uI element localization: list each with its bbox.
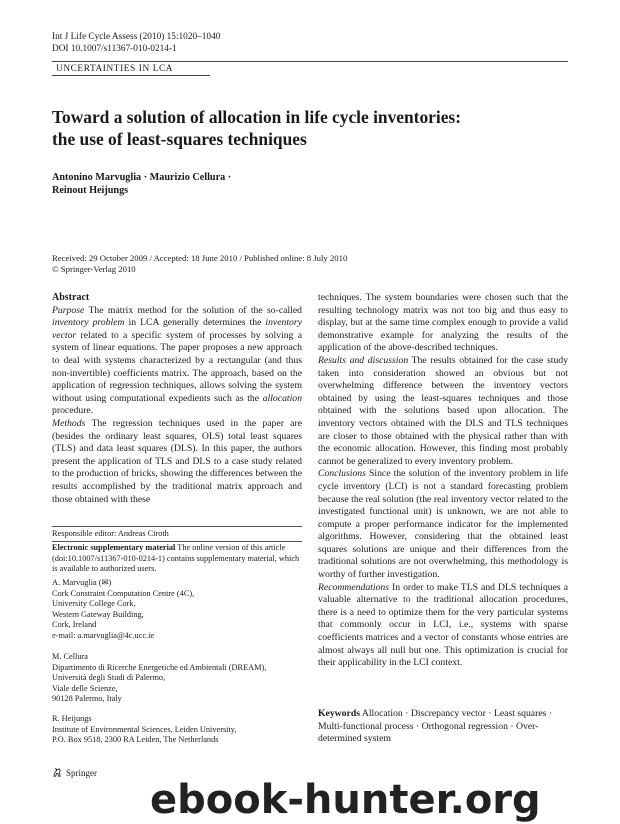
- affil-line: 90128 Palermo, Italy: [52, 694, 122, 704]
- title-line-1: Toward a solution of allocation in life cycle inventories:: [52, 107, 461, 127]
- recommendations-label: Recommendations: [318, 581, 390, 593]
- affil-line: Western Gateway Building,: [52, 609, 144, 619]
- affil-line: University College Cork,: [52, 599, 136, 609]
- affil-line: M. Cellura: [52, 652, 88, 661]
- abstract-methods: [52, 418, 302, 506]
- affil-line: Cork Constraint Computation Centre (4C),: [52, 588, 195, 598]
- affil-line: Cork, Ireland: [52, 620, 97, 630]
- article-title: [52, 106, 572, 150]
- purpose-text-2: in LCA generally determines the: [124, 317, 266, 329]
- email-link[interactable]: e-mail: a.marvuglia@4c.ucc.ie: [52, 630, 155, 640]
- affil-line: P.O. Box 9518, 2300 RA Leiden, The Netherlands: [52, 735, 219, 745]
- journal-citation: Int J Life Cycle Assess (2010) 15:1020–1040: [52, 32, 221, 42]
- recommendations-text: In order to make TLS and DLS techniques a valuable alternative to the traditional allocation procedures, there is a need to optimize them for the very particular systems that commonly occur in LCI, i.e., systems with sparse coefficients matrices and a vector of constants whose entries are almost always all null but one. This optimization is crucial for their applicability in the LCI context.: [318, 581, 568, 669]
- purpose-label: Purpose: [52, 304, 85, 316]
- editor-rule: [52, 541, 302, 542]
- purpose-text-3: related to a specific system of processes by solving a system of linear equations. The paper proposes a new approach to deal with systems characterized by a rectangular (and thus non-invertible) coefficients matrix. The approach, based on the application of regression techniques, allows solving the system without using computational expedients such as the: [52, 329, 302, 404]
- affiliation-marvuglia: [52, 578, 302, 642]
- copyright-line: © Springer-Verlag 2010: [52, 264, 136, 274]
- abstract-purpose: [52, 305, 302, 418]
- publisher-logo: [52, 767, 97, 778]
- esm-text: The online version of this article (doi:10.1007/s11367-010-0214-1) contains supplementary material, which is available to authorized users.: [52, 543, 300, 574]
- responsible-editor: Responsible editor: Andreas Ciroth: [52, 529, 169, 538]
- springer-horse-icon: [52, 767, 63, 778]
- footnote-rule: [52, 526, 302, 527]
- purpose-italic-2: inventory vector: [52, 317, 302, 341]
- purpose-text-1: The matrix method for the solution of the so-called: [84, 304, 302, 316]
- affil-line: Dipartimento di Ricerche Energetiche ed Ambientali (DREAM),: [52, 662, 267, 672]
- section-tag: UNCERTAINTIES IN LCA: [52, 62, 210, 76]
- purpose-italic-3: allocation: [262, 392, 302, 404]
- authors-line-1: Antonino Marvuglia · Maurizio Cellura ·: [52, 172, 232, 183]
- abstract-recommendations: [318, 582, 568, 670]
- keywords-label: Keywords: [318, 708, 360, 719]
- conclusions-text: Since the solution of the inventory problem in life cycle inventory (LCI) is not a standard forecasting problem because the real solution (the real inventory vector related to the investigated functional unit) is unknown, we are not able to compute a proper performance indicator for the implemented algorithms. However, considering that the obtained least squares solutions are unique and their differences from the traditional solutions are not overwhelming, this methodology is worthy of further investigation.: [318, 468, 568, 581]
- authors-line-2: Reinout Heijungs: [52, 185, 129, 196]
- keywords-text: Allocation · Discrepancy vector · Least squares · Multi-functional process · Orthogonal regression · Over-determined system: [318, 708, 553, 745]
- esm-label: Electronic supplementary material: [52, 543, 176, 552]
- author-list: [52, 171, 231, 197]
- results-text: The results obtained for the case study taken into consideration showed an obvious but not overwhelming difference between the inventory vectors obtained by using the least-squares techniques and those obtained with the solutions based upon allocation. The inventory vectors obtained with the DLS and TLS techniques are closer to those obtained with the physical rather than with the economic allocation. However, this finding most probably cannot be generalized to every inventory problem.: [318, 354, 568, 467]
- affil-line: Institute of Environmental Sciences, Leiden University,: [52, 724, 237, 734]
- abstract-results: [318, 355, 568, 468]
- abstract-left-column: [52, 292, 302, 506]
- abstract-conclusions: [318, 468, 568, 581]
- title-line-2: the use of least-squares techniques: [52, 129, 307, 149]
- methods-text: The regression techniques used in the paper are (besides the ordinary least squares, OLS) total least squares (TLS) and data least squares (DLS). In this paper, the authors present the application of TLS and DLS to a case study related to the production of bricks, showing the differences between the results accomplished by the traditional matrix approach and those obtained with these: [52, 417, 302, 505]
- abstract-right-column: [318, 292, 568, 670]
- affil-line: A. Marvuglia (✉): [52, 578, 112, 587]
- abstract-heading: Abstract: [52, 292, 90, 303]
- methods-label: Methods: [52, 417, 86, 429]
- results-label: Results and discussion: [318, 354, 409, 366]
- received-accepted-published: Received: 29 October 2009 / Accepted: 18 June 2010 / Published online: 8 July 2010: [52, 253, 348, 263]
- affil-line: Università degli Studi di Palermo,: [52, 673, 166, 683]
- purpose-italic-1: inventory problem: [52, 317, 125, 329]
- purpose-text-4: procedure.: [52, 405, 94, 417]
- supplementary-note: [52, 543, 302, 575]
- affil-line: R. Heijungs: [52, 714, 92, 723]
- publisher-name: Springer: [66, 767, 97, 778]
- affil-line: Viale delle Scienze,: [52, 683, 118, 693]
- publication-dates: [52, 253, 347, 275]
- journal-header: [52, 31, 220, 55]
- methods-continued: techniques. The system boundaries were chosen such that the resulting technology matrix was not too big and thus easy to display, but at the same time complex enough to provide a valid demonstrative example for analyzing the results of the application of the above-described techniques.: [318, 292, 568, 354]
- keywords: [318, 708, 568, 746]
- watermark: ebook-hunter.org: [150, 777, 541, 823]
- conclusions-label: Conclusions: [318, 468, 366, 480]
- affiliation-heijungs: [52, 714, 302, 746]
- affiliation-cellura: [52, 652, 302, 705]
- journal-doi: DOI 10.1007/s11367-010-0214-1: [52, 44, 177, 54]
